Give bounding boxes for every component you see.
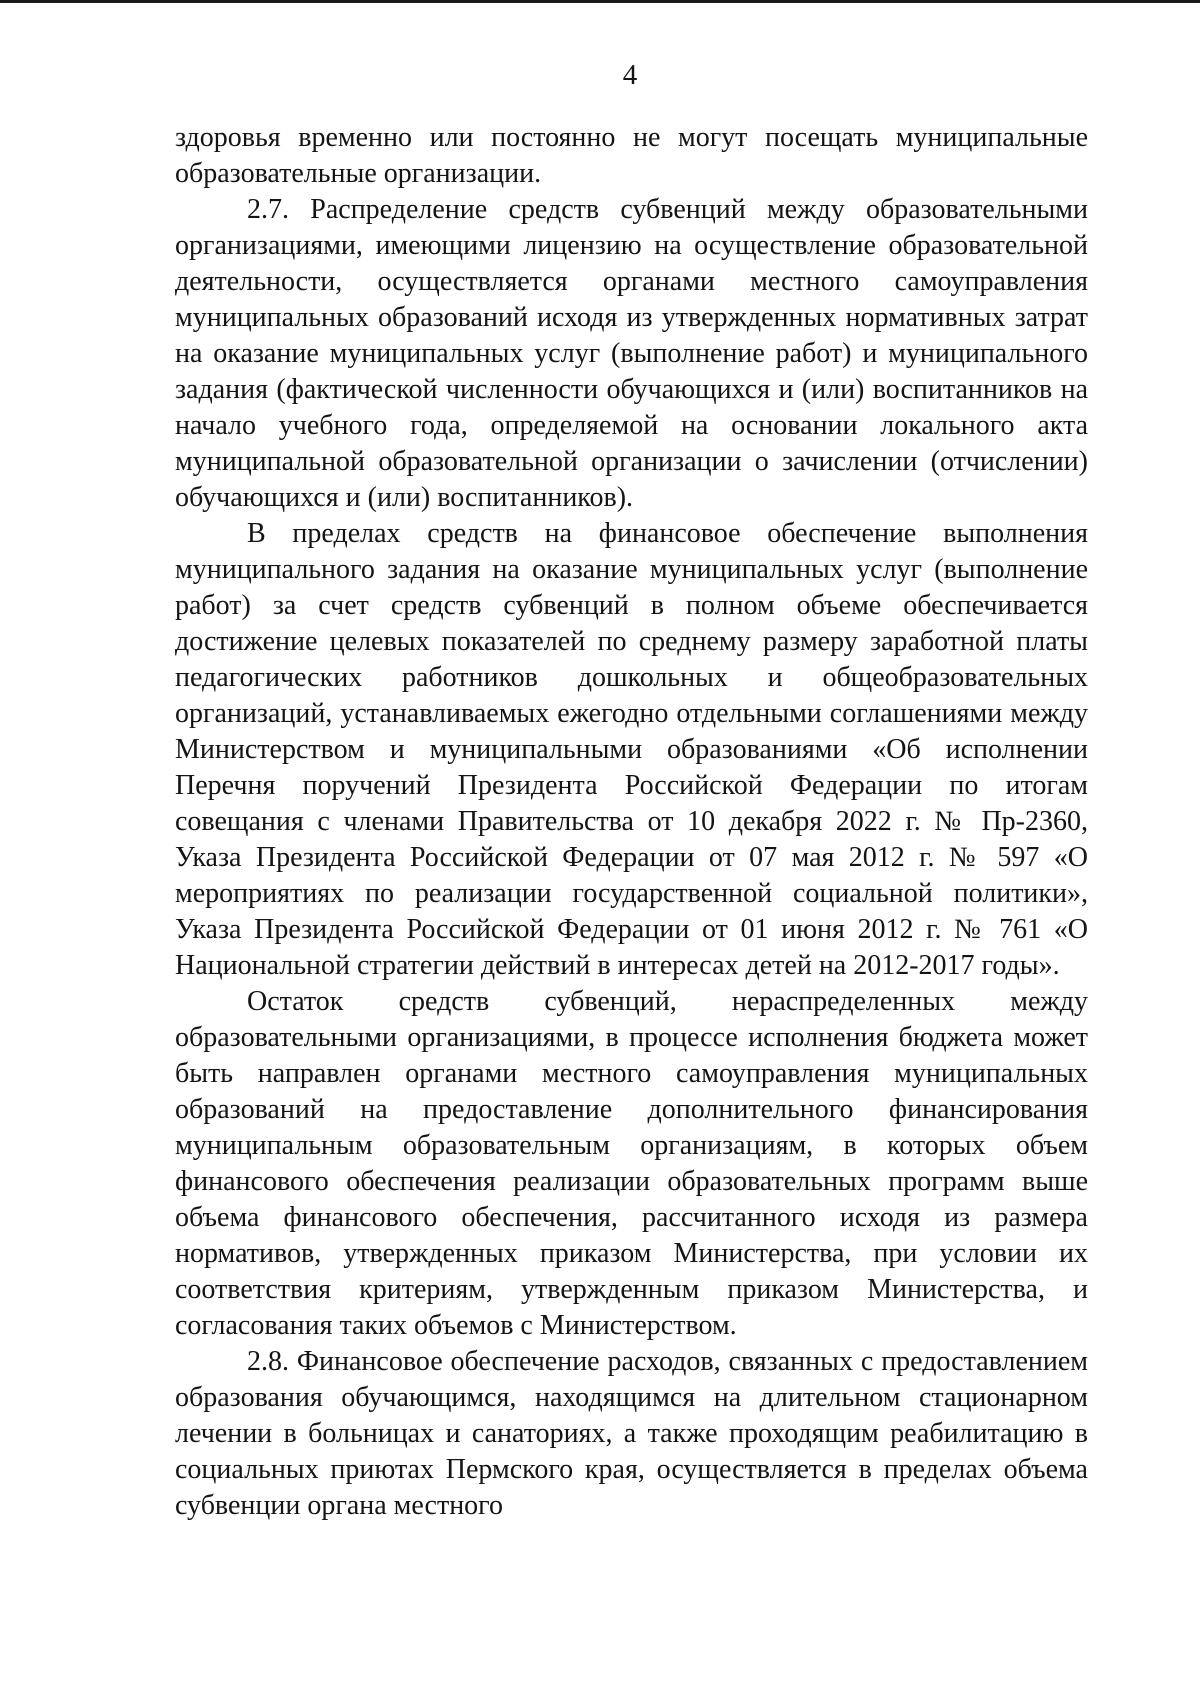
paragraph-remaining-subventions: Остаток средств субвенций, нераспределенных между образовательными организациями, в процессе исполнения бюджета может быть направлен органами местного самоуправления муниципальных образований на предоставление дополнительного финансирования муниципальным образовательным организациям, в которых объем финансового обеспечения реализации образовательных программ выше объема финансового обеспечения, рассчитанного исходя из размера нормативов, утвержденных приказом Министерства, при условии их соответствия критериям, утвержденным приказом Министерства, и согласования таких объемов с Министерством. [175, 986, 1088, 1341]
paragraph-municipal-task: В пределах средств на финансовое обеспечение выполнения муниципального задания на оказание муниципальных услуг (выполнение работ) за счет средств субвенций в полном объеме обеспечивается достижение целевых показателей по среднему размеру заработной платы педагогических работников дошкольных и общеобразовательных организаций, устанавливаемых ежегодно отдельными соглашениями между Министерством и муниципальными образованиями «Об исполнении Перечня поручений Президента Российской Федерации по итогам совещания с членами Правительства от 10 декабря 2022 г. № Пр-2360, Указа Президента Российской Федерации от 07 мая 2012 г. № 597 «О мероприятиях по реализации государственной социальной политики», Указа Президента Российской Федерации от 01 июня 2012 г. № 761 «О Национальной стратегии действий в интересах детей на 2012-2017 годы». [175, 518, 1088, 981]
paragraph-continuation: здоровья временно или постоянно не могут посещать муниципальные образовательные организации. [175, 122, 1088, 189]
page-top-edge [0, 0, 1200, 3]
document-body [175, 120, 1088, 1524]
paragraph-2-7: 2.7. Распределение средств субвенций между образовательными организациями, имеющими лицензию на осуществление образовательной деятельности, осуществляется органами местного самоуправления муниципальных образований исходя из утвержденных нормативных затрат на оказание муниципальных услуг (выполнение работ) и муниципального задания (фактической численности обучающихся и (или) воспитанников на начало учебного года, определяемой на основании локального акта муниципальной образовательной организации о зачислении (отчислении) обучающихся и (или) воспитанников). [175, 194, 1088, 513]
page-number: 4 [622, 59, 638, 91]
paragraph-2-8: 2.8. Финансовое обеспечение расходов, связанных с предоставлением образования обучающимся, находящимся на длительном стационарном лечении в больницах и санаториях, а также проходящим реабилитацию в социальных приютах Пермского края, осуществляется в пределах объема субвенции органа местного [175, 1346, 1088, 1521]
